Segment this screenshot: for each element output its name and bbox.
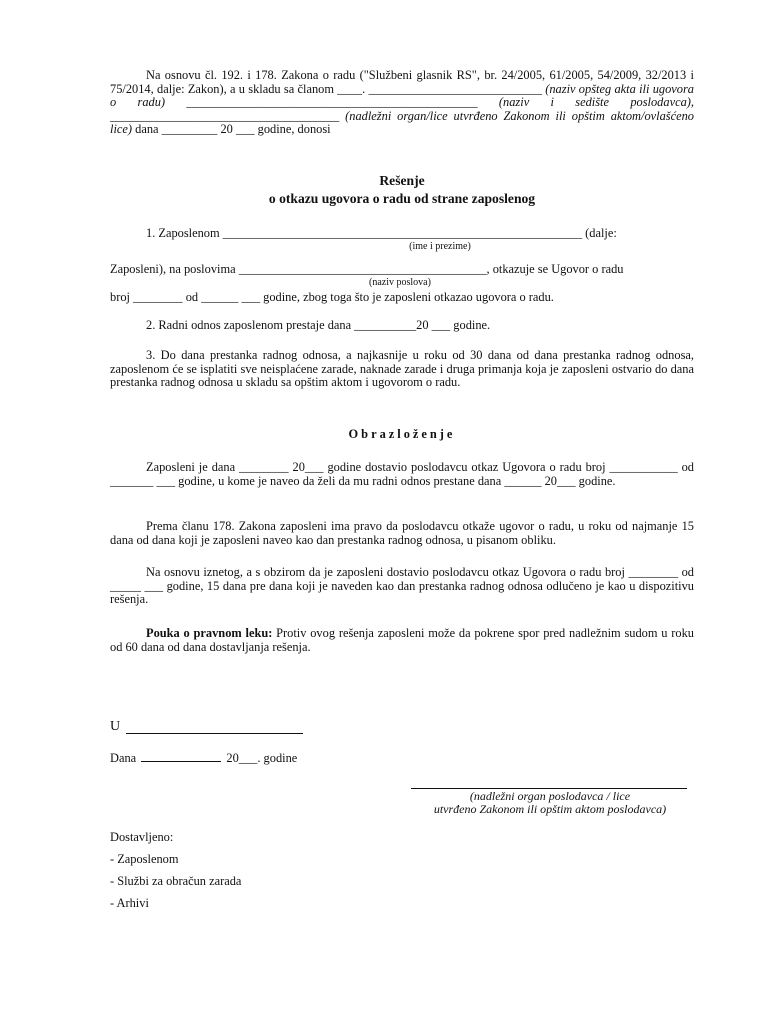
intro-text-2: _______________________________________________: [186, 95, 478, 110]
delivered-item-payroll: - Službi za obračun zarada: [110, 874, 242, 888]
legal-remedy-text: Protiv ovog rešenja zaposleni može da pokrene spor pred nadležnim sudom u roku od 60 dana od dana dostavljanja rešenja.: [110, 626, 694, 654]
intro-text-1: Na osnovu čl. 192. i 178. Zakona o radu ("Službeni glasnik RS", br. 24/2005, 61/2005, 54/2009, 32/2013 i 75/2014, dalje: Zakon), a u skladu sa članom ____. ____________________________: [110, 68, 694, 96]
reasoning-paragraph-2: Prema članu 178. Zakona zaposleni ima pravo da poslodavcu otkaže ugovor o radu, u roku od najmanje 15 dana od dana koji je zaposleni naveo kao dan prestanka radnog odnosa, u pisanom obliku.: [110, 519, 694, 547]
item-3: 3. Do dana prestanka radnog odnosa, a najkasnije u roku od 30 dana od dana prestanka radnog odnosa, zaposlenom će se isplatiti sve neisplaćene zarade, naknade zarade i druga primanja koja je zaposleni ostvario do dana prestanka radnog odnosa u skladu sa opštim aktom i ugovorom o radu.: [110, 348, 694, 390]
date-rest: 20___. godine: [226, 751, 298, 765]
signature-caption-line-2: utvrđeno Zakonom ili opštim aktom poslodavca): [433, 802, 667, 817]
signature-caption-line-1: (nadležni organ poslodavca / lice: [469, 789, 631, 803]
reasoning-paragraph-1: Zaposleni je dana ________ 20___ godine dostavio poslodavcu otkaz Ugovora o radu broj ___________ od _______ ___ godine, u kome je naveo da želi da mu radni odnos prestane dana ______ 20___ godine.: [110, 460, 694, 488]
caption-name: (ime i prezime): [409, 241, 471, 252]
title-line-2: o otkazu ugovora o radu od strane zaposlenog: [268, 191, 536, 206]
place-label: U: [110, 719, 121, 734]
item-2: 2. Radni odnos zaposlenom prestaje dana __________20 ___ godine.: [146, 318, 491, 332]
intro-note-act: (naziv opšteg akta ili ugovora o radu): [110, 81, 694, 110]
item-1-line-1: 1. Zaposlenom __________________________________________________________ (dalje:: [146, 226, 617, 240]
delivered-label: Dostavljeno:: [110, 830, 174, 844]
delivered-item-archive: - Arhivi: [110, 896, 149, 910]
legal-remedy-label: Pouka o pravnom leku:: [146, 626, 273, 640]
intro-note-employer: (naziv i sedište poslodavca),: [498, 95, 694, 110]
date-label: Dana: [110, 751, 137, 765]
delivered-list: [110, 826, 694, 914]
document-title: [110, 172, 694, 208]
intro-note-authority: (nadležni organ/lice utvrđeno Zakonom ili opštim aktom/ovlašćeno lice): [110, 108, 694, 137]
reasoning-paragraph-3: Na osnovu iznetog, a s obzirom da je zaposleni dostavio poslodavcu otkaz Ugovora o radu broj ________ od _____ ___ godine, 15 dana pre dana koji je naveden kao dan prestanka radnog odnosa odlučeno je kao u dispozitivu rešenja.: [110, 565, 694, 607]
date-blank-line: [141, 761, 221, 762]
date-field: [110, 752, 694, 766]
signature-caption: [400, 790, 700, 817]
delivered-item-employee: - Zaposlenom: [110, 852, 179, 866]
title-line-1: Rešenje: [379, 173, 425, 188]
intro-text-4: dana _________ 20 ___ godine, donosi: [135, 122, 331, 137]
intro-paragraph: [110, 69, 694, 137]
place-field: [110, 720, 694, 734]
legal-remedy-paragraph: [110, 627, 694, 654]
item-1-line-3: broj ________ od ______ ___ godine, zbog toga što je zaposleni otkazao ugovora o radu.: [110, 290, 554, 304]
reasoning-heading: Obrazloženje: [348, 427, 456, 441]
intro-text-3: _____________________________________: [110, 108, 340, 123]
place-blank-line: [126, 733, 303, 734]
caption-position: (naziv poslova): [369, 277, 431, 288]
item-1-line-2: Zaposleni), na poslovima ________________________________________, otkazuje se Ugovor o radu: [110, 262, 624, 276]
